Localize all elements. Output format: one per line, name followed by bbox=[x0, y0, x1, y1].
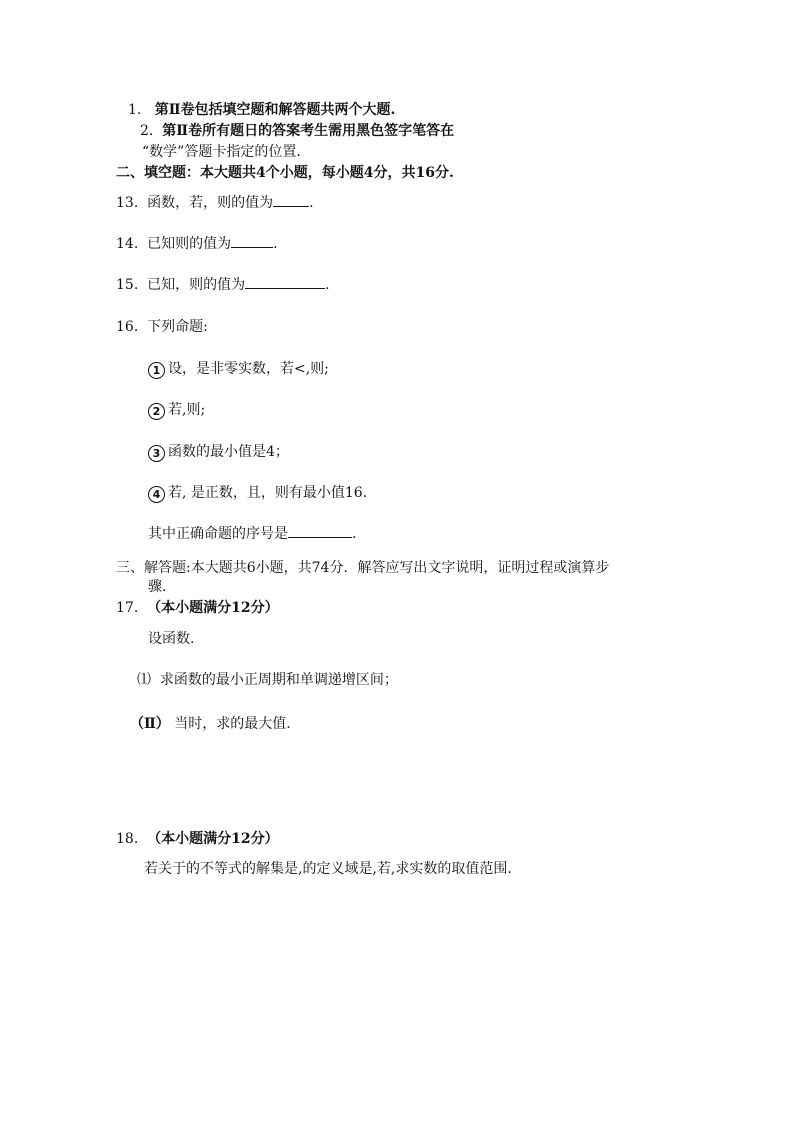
question-13-number: 13. bbox=[116, 195, 139, 211]
note-1 bbox=[128, 101, 395, 119]
question-16-answer-line bbox=[148, 525, 356, 543]
question-16-number: 16. bbox=[116, 319, 139, 335]
circled-number-1: 1 bbox=[148, 362, 165, 379]
question-18-points: （本小题满分12分） bbox=[147, 831, 279, 847]
question-14-number: 14. bbox=[116, 236, 139, 252]
question-17-part-1 bbox=[137, 671, 398, 689]
part-1-label: ⑴ bbox=[137, 672, 151, 688]
question-15-answer-blank bbox=[245, 276, 325, 289]
question-16-answer-blank bbox=[288, 525, 352, 538]
note-1-text: 第Ⅱ卷包括填空题和解答题共两个大题. bbox=[154, 102, 396, 118]
question-17-points: （本小题满分12分） bbox=[147, 600, 279, 616]
proposition-1 bbox=[148, 360, 329, 379]
question-14-answer-blank bbox=[231, 235, 273, 248]
note-2-number: 2. bbox=[140, 123, 154, 139]
question-17-part-2 bbox=[130, 715, 291, 733]
question-16-answer-prefix: 其中正确命题的序号是 bbox=[148, 526, 288, 542]
question-17-number: 17. bbox=[116, 600, 139, 616]
part-2-label: （Ⅱ） bbox=[130, 716, 170, 732]
proposition-3 bbox=[148, 443, 289, 462]
question-14 bbox=[116, 235, 278, 253]
part-2-text: 当时，求的最大值. bbox=[174, 716, 291, 732]
question-15-end: . bbox=[325, 277, 330, 293]
circled-number-2: 2 bbox=[148, 403, 165, 420]
question-13-answer-blank bbox=[273, 194, 309, 207]
question-15 bbox=[116, 276, 330, 294]
question-13 bbox=[116, 194, 314, 212]
question-14-text: 已知则的值为 bbox=[147, 236, 232, 252]
question-14-end: . bbox=[273, 236, 278, 252]
proposition-4-text: 若, 是正数，且，则有最小值16. bbox=[168, 485, 368, 501]
question-17-stem: 设函数. bbox=[148, 631, 195, 647]
question-13-text: 函数，若，则的值为 bbox=[147, 195, 274, 211]
question-13-end: . bbox=[309, 195, 314, 211]
proposition-4 bbox=[148, 484, 367, 503]
proposition-2-text: 若,则; bbox=[168, 402, 206, 418]
question-17-header bbox=[116, 599, 279, 617]
question-15-number: 15. bbox=[116, 277, 139, 293]
question-18-header bbox=[116, 830, 279, 848]
question-18-stem: 若关于的不等式的解集是,的定义域是,若,求实数的取值范围. bbox=[144, 861, 512, 877]
section-3-heading-line-2: 骤. bbox=[148, 579, 167, 595]
note-2 bbox=[140, 122, 454, 140]
question-16 bbox=[116, 318, 208, 336]
note-1-number: 1. bbox=[128, 102, 142, 118]
question-16-text: 下列命题: bbox=[147, 319, 208, 335]
circled-number-3: 3 bbox=[148, 445, 165, 462]
proposition-1-text: 设，是非零实数，若<,则; bbox=[168, 361, 329, 377]
section-3-heading-line-1: 三、解答题:本大题共6小题，共74分．解答应写出文字说明，证明过程或演算步 bbox=[116, 560, 610, 576]
question-15-text: 已知，则的值为 bbox=[147, 277, 246, 293]
circled-number-4: 4 bbox=[148, 486, 165, 503]
question-18-number: 18. bbox=[116, 831, 139, 847]
note-2-continuation: “数学”答题卡指定的位置. bbox=[142, 144, 301, 160]
note-2-text: 第Ⅱ卷所有题日的答案考生需用黑色签字笔答在 bbox=[162, 123, 455, 139]
proposition-3-text: 函数的最小值是4； bbox=[168, 444, 289, 460]
section-2-heading: 二、填空题：本大题共4个小题，每小题4分，共16分. bbox=[116, 165, 454, 181]
part-1-text: 求函数的最小正周期和单调递增区间； bbox=[159, 672, 398, 688]
question-16-answer-end: . bbox=[352, 526, 357, 542]
proposition-2 bbox=[148, 401, 205, 420]
